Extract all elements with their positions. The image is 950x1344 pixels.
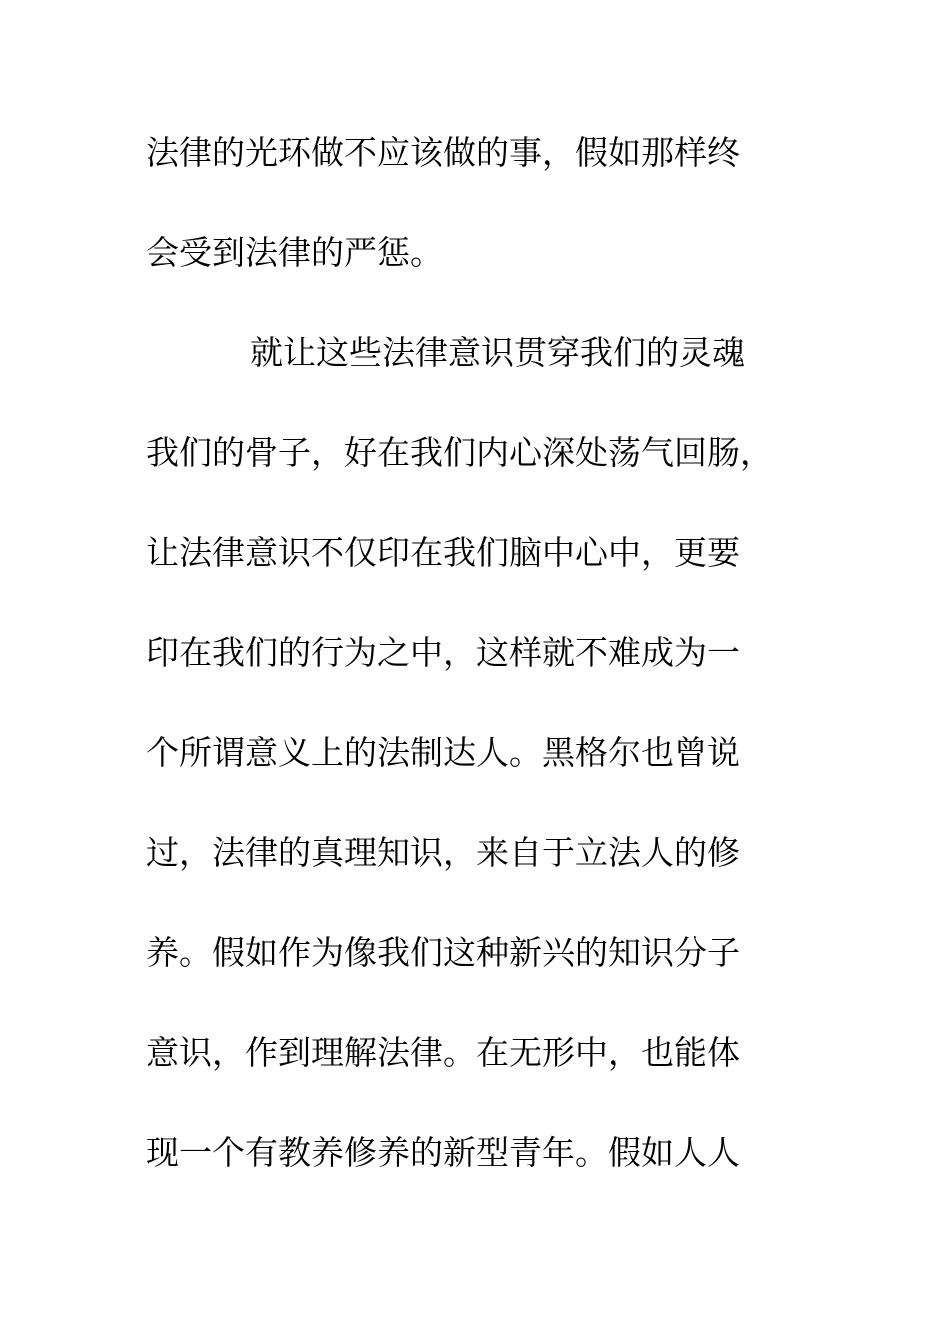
text-line: 印在我们的行为之中，这样就不难成为一 [146,633,740,672]
text-line: 让法律意识不仅印在我们脑中心中，更要 [146,533,740,572]
text-line: 我们的骨子，好在我们内心深处荡气回肠， [146,433,773,472]
text-line: 法律的光环做不应该做的事，假如那样终 [146,133,740,172]
text-line: 意识，作到理解法律。在无形中，也能体 [146,1033,740,1072]
paragraph-start-line: 就让这些法律意识贯穿我们的灵魂 [250,333,745,372]
text-line: 养。假如作为像我们这种新兴的知识分子 [146,933,740,972]
text-line: 会受到法律的严惩。 [146,233,443,272]
text-line: 现一个有教养修养的新型青年。假如人人 [146,1133,740,1172]
text-line: 个所谓意义上的法制达人。黑格尔也曾说 [146,733,740,772]
text-line: 过，法律的真理知识，来自于立法人的修 [146,833,740,872]
